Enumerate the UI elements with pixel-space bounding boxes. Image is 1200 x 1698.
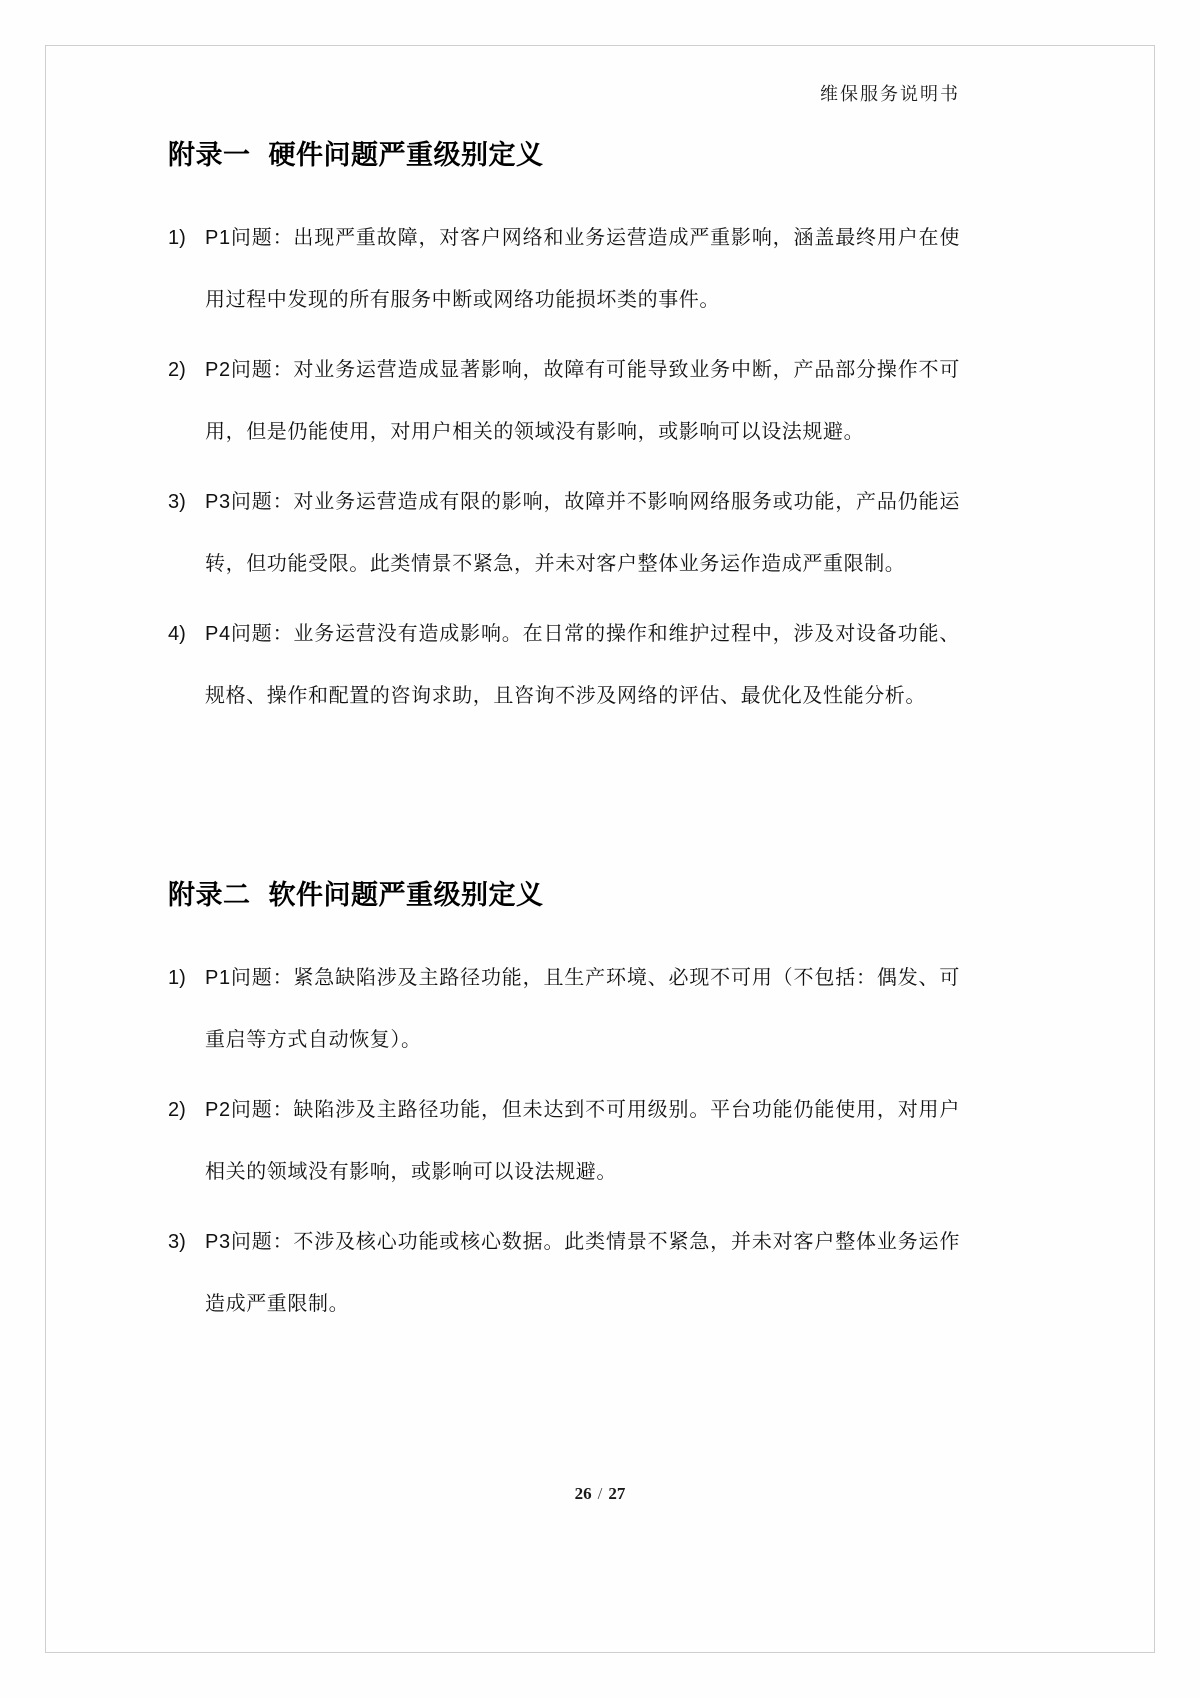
section-title: 附录二 软件问题严重级别定义 — [168, 880, 544, 910]
section-list — [168, 947, 960, 1335]
footer-total-pages: 27 — [608, 1484, 626, 1503]
list-item — [168, 207, 960, 331]
item-number: 3) — [168, 491, 186, 513]
item-number: 2) — [168, 1099, 186, 1121]
item-number: 3) — [168, 1231, 186, 1253]
item-number: 1) — [168, 227, 186, 249]
item-text: P3问题：不涉及核心功能或核心数据。此类情景不紧急，并未对客户整体业务运作造成严重限制。 — [205, 1231, 960, 1315]
document-body — [168, 137, 960, 1335]
page-content — [168, 45, 960, 1343]
item-number: 2) — [168, 359, 186, 381]
list-item — [168, 339, 960, 463]
item-number: 1) — [168, 967, 186, 989]
item-text: P3问题：对业务运营造成有限的影响，故障并不影响网络服务或功能，产品仍能运转，但功能受限。此类情景不紧急，并未对客户整体业务运作造成严重限制。 — [205, 491, 960, 575]
item-text: P1问题：紧急缺陷涉及主路径功能，且生产环境、必现不可用（不包括：偶发、可重启等方式自动恢复）。 — [205, 967, 960, 1051]
item-text: P1问题：出现严重故障，对客户网络和业务运营造成严重影响，涵盖最终用户在使用过程中发现的所有服务中断或网络功能损坏类的事件。 — [205, 227, 960, 311]
item-text: P4问题：业务运营没有造成影响。在日常的操作和维护过程中，涉及对设备功能、规格、操作和配置的咨询求助，且咨询不涉及网络的评估、最优化及性能分析。 — [205, 623, 960, 707]
item-text: P2问题：对业务运营造成显著影响，故障有可能导致业务中断，产品部分操作不可用，但是仍能使用，对用户相关的领域没有影响，或影响可以设法规避。 — [205, 359, 960, 443]
item-number: 4) — [168, 623, 186, 645]
list-item — [168, 1211, 960, 1335]
list-item — [168, 947, 960, 1071]
item-text: P2问题：缺陷涉及主路径功能，但未达到不可用级别。平台功能仍能使用，对用户相关的领域没有影响，或影响可以设法规避。 — [205, 1099, 960, 1183]
page-footer — [0, 1483, 1200, 1505]
footer-page-separator: / — [597, 1484, 603, 1503]
section-list — [168, 207, 960, 727]
section-title: 附录一 硬件问题严重级别定义 — [168, 140, 544, 170]
footer-current-page: 26 — [574, 1484, 592, 1503]
list-item — [168, 603, 960, 727]
appendix-section — [168, 137, 960, 727]
list-item — [168, 471, 960, 595]
appendix-section — [168, 877, 960, 1335]
document-header-title: 维保服务说明书 — [820, 84, 960, 104]
list-item — [168, 1079, 960, 1203]
